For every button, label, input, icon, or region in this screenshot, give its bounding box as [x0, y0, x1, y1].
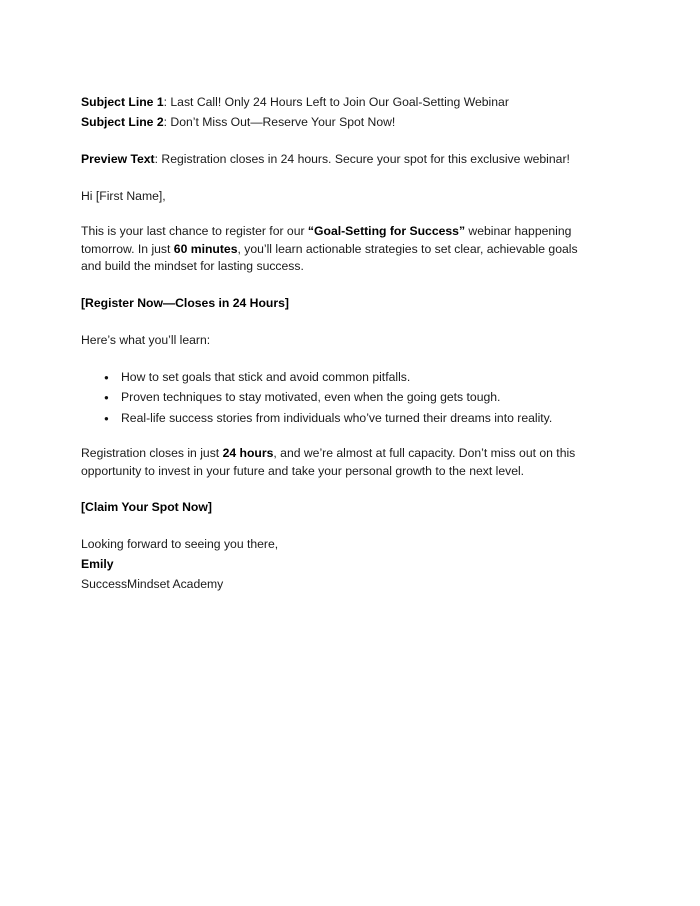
intro-paragraph	[81, 223, 597, 276]
subject-line-1	[81, 92, 597, 112]
signature-name: Emily	[81, 557, 114, 571]
list-item: ● Proven techniques to stay motivated, even when the going gets tough.	[121, 387, 597, 408]
intro-part-3: , you’ll learn actionable strategies to set clear, achievable goals and build the mindset for lasting success.	[81, 241, 578, 273]
preview-text-value: Registration closes in 24 hours. Secure your spot for this exclusive webinar!	[161, 152, 570, 166]
benefits-list	[81, 367, 597, 429]
subject-line-1-label: Subject Line 1	[81, 95, 164, 109]
preview-text-separator: :	[154, 152, 162, 166]
spacer	[81, 480, 597, 497]
list-item: ● How to set goals that stick and avoid common pitfalls.	[121, 367, 597, 388]
spacer	[81, 428, 597, 445]
intro-part-1: This is your last chance to register for our	[81, 224, 308, 238]
urgency-part-2: , and we’re almost at full capacity. Don’t miss out on this opportunity to invest in your future and take your personal growth to the next level.	[81, 446, 576, 478]
intro-bold-webinar-title: “Goal-Setting for Success”	[307, 224, 466, 238]
cta-claim-spot[interactable]: [Claim Your Spot Now]	[81, 500, 212, 514]
spacer	[81, 206, 597, 223]
spacer	[81, 350, 597, 367]
subject-line-2-label: Subject Line 2	[81, 115, 164, 129]
preview-text	[81, 149, 597, 169]
spacer	[81, 517, 597, 534]
intro-part-2: webinar happening tomorrow. In just	[81, 224, 572, 256]
greeting: Hi [First Name],	[81, 189, 166, 203]
intro-bold-duration: 60 minutes	[173, 241, 238, 256]
subject-line-2-separator: :	[163, 115, 171, 129]
subject-line-2	[81, 112, 597, 132]
preview-text-label: Preview Text	[81, 152, 155, 166]
learn-heading: Here’s what you’ll learn:	[81, 332, 211, 347]
spacer	[81, 169, 597, 186]
closing-line: Looking forward to seeing you there,	[81, 537, 279, 551]
urgency-bold-hours: 24 hours	[222, 446, 274, 460]
spacer	[81, 132, 597, 149]
list-item: ● Real-life success stories from individuals who’ve turned their dreams into reality.	[121, 408, 597, 429]
subject-line-1-text: Last Call! Only 24 Hours Left to Join Our Goal-Setting Webinar	[170, 95, 509, 109]
signature-organization: SuccessMindset Academy	[81, 577, 224, 591]
document-body	[81, 92, 597, 594]
spacer	[81, 276, 597, 293]
subject-line-1-separator: :	[163, 95, 171, 109]
subject-line-2-text: Don’t Miss Out—Reserve Your Spot Now!	[170, 115, 396, 129]
cta-register-now[interactable]: [Register Now—Closes in 24 Hours]	[81, 295, 289, 310]
urgency-paragraph	[81, 445, 597, 480]
spacer	[81, 313, 597, 330]
urgency-part-1: Registration closes in just	[81, 446, 223, 460]
